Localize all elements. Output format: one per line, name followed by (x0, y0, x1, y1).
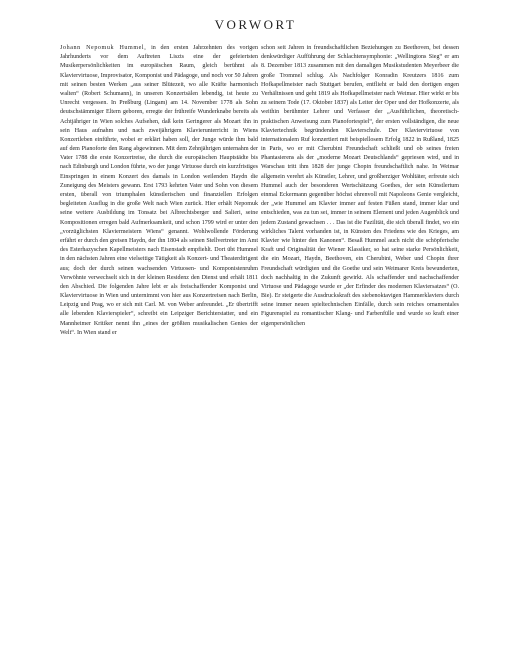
right-column (261, 44, 459, 329)
left-paragraph (60, 44, 258, 338)
left-column (60, 44, 258, 338)
left-body-text: in den ersten Jahrzehnten des vorigen Jahrhunderts vor dem Auftreten Liszts eine der gefeiertsten Musikerpersönlichkeiten im europäischen Raum, gleich berühmt als Klaviervirtuose, Improvisator, Komponist und Pädagoge, und noch vor 50 Jahren mit seinen besten Werken „aus seiner Blütezeit, wo alle Kräfte harmonisch walten“ (Robert Schumann), in unseren Konzertsälen lebendig, ist heute zu Unrecht vergessen. In Preßburg (Lingam) am 14. November 1778 als Sohn deutschstämmiger Eltern geboren, erregte der frühreife Wunderknabe bereits als Achtjähriger in Wien solches Aufsehen, daß kein Geringerer als Mozart ihn in sein Haus aufnahm und nach zweijährigem Klavierunterricht in Wiens Konzertleben einführte, wobei er erklärt haben soll, der Junge würde ihm bald auf dem Pianoforte den Rang abgewinnen. Mit dem Zehnjährigen unternahm der Vater 1788 die erste Konzertreise, die durch die europäischen Hauptstädte bis nach Edinburgh und London führte, wo der junge Virtuose durch ein kurzfristiges Einspringen in einem Konzert des damals in London weilenden Haydn die Zuneigung des Meisters gewann. Erst 1793 kehrten Vater und Sohn von diesem ersten, überall von triumphalen künstlerischen und finanziellen Erfolgen begleiteten Ausflug in die große Welt nach Wien zurück. Hier erhält Nepomuk seine weitere Ausbildung im Tonsatz bei Albrechtsberger und Salieri, seine Kompositionen erregen bald Aufmerksamkeit, und schon 1799 wird er unter den „vorzüglichsten Klaviermeistern Wiens“ genannt. Wohlwollende Förderung erfährt er durch den greisen Haydn, der ihn 1804 als seinen Stellvertreter im Amt des Esterhazyschen Kapellmeisters nach Eisenstadt empfiehlt. Dort übt Hummel in den nächsten Jahren eine vielseitige Tätigkeit als Konzert- und Theaterdirigent aus; doch der durch seinen wachsenden Virtuosen- und Komponistenruhm Verwöhnte verwechselt sich in der kleinen Residenz den Dienst und erhält 1811 den Abschied. Die folgenden Jahre lebt er als freischaffender Komponist und Klaviervirtuose in Wien und unternimmt von hier aus Konzertreisen nach Berlin, Leipzig und Prag, wo er sich mit Carl. M. von Weber anfreundet. „Er übertrifft alle lebenden Klavierspieler“, schreibt ein Leipziger Berichterstatter, und ein Mannheimer Kritiker nennt ihn „eines der größten musikalischen Genies der Welt“. In Wien stand er (60, 45, 259, 336)
page-title: VORWORT (214, 17, 297, 32)
author-name: Johann Nepomuk Hummel, (60, 45, 147, 51)
right-paragraph: schon seit Jahren in freundschaftlichen Beziehungen zu Beethoven, bei dessen denkwürdiger Aufführung der Schlachtensymphonie: „Wellingtons Sieg“ er am 8. Dezember 1813 zusammen mit den damaligen Musikstudenten Meyerbeer die große Trommel schlug. Als Nachfolger Konradin Kreutzers 1816 zum Hofkapellmeister nach Stuttgart berufen, entflieht er bald den dortigen engen Verhältnissen und geht 1819 als Hofkapellmeister nach Weimar. Hier wirkt er bis zu seinem Tode (17. Oktober 1837) als Leiter der Oper und der Hofkonzerte, als weithin berühmter Lehrer und Verfasser der „Ausführlichen, theoretisch-praktischen Anweisung zum Pianofortespiel“, der ersten vollständigen, die neue Klaviertechnik begründenden Klavierschule. Der Klaviervirtuose von internationalem Ruf konzertiert mit beispiellosem Erfolg 1822 in Rußland, 1825 in Paris, wo er mit Cherubini Freundschaft schließt und ob seines freien Phantasierens als der „moderne Mozart Deutschlands“ gepriesen wird, und in Warschau tritt ihm 1828 der junge Chopin freundschaftlich nahe. In Weimar allgemein verehrt als Künstler, Lehrer, und großherziger Wohltäter, erfreute sich Hummel auch der besonderen Wertschätzung Goethes, der sein Künstlertum einmal Eckermann gegenüber höchst ehrenvoll mit Napoleons Genie vergleicht, der „wie Hummel am Klavier immer auf festen Füßen stand, immer klar und entschieden, was zu tun sei, immer in seinem Element und jeden Augenblick und jedem Zustand gewachsen . . . Das ist die Fazilität, die sich überall findet, wo ein wirkliches Talent vorhanden ist, in Künsten des Friedens wie des Krieges, am Klavier wie hinter den Kanonen“. Besaß Hummel auch nicht die schöpferische Kraft und Originalität der Wiener Klassiker, so hat seine starke Persönlichkeit, die ein Mozart, Haydn, Beethoven, ein Cherubini, Weber und Chopin ihrer Freundschaft würdigten und die Goethe und sein Weimarer Kreis bewunderten, doch nachhaltig in die Zukunft gewirkt. Als schaffender und nachschaffender Virtuose und Pädagoge wurde er „der Erfinder des modernen Klaviersatzes“ (O. Bie). Er steigerte die Ausdruckskraft des siebenoktavigen Hammerklaviers durch seine immer neuen spieltechnischen Einfälle, durch sein reiches ornamentales Figurenspiel zu romantischer Klang- und Farbenfülle und wurde so kraft einer eigenpersönlichen (261, 45, 459, 327)
